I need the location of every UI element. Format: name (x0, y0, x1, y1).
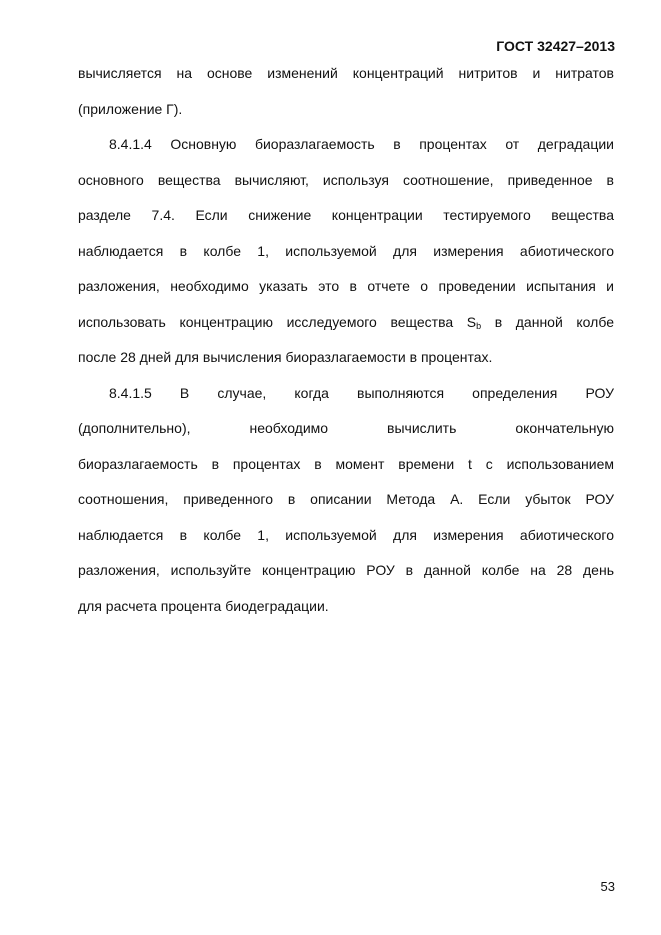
text-segment: в данной колбе (481, 313, 614, 330)
text-line: биоразлагаемость в процентах в момент времени t с использованием (78, 455, 614, 472)
paragraph-continuation (78, 56, 614, 127)
text-line: соотношения, приведенного в описании Метода А. Если убыток РОУ (78, 491, 614, 507)
text-line: (приложение Г). (78, 100, 183, 117)
text-line: разложения, необходимо указать это в отчете о проведении испытания и (78, 278, 614, 294)
text-line: 8.4.1.5 В случае, когда выполняются определения РОУ (109, 384, 614, 401)
text-line-with-subscript (78, 305, 614, 341)
text-line: разложения, используйте концентрацию РОУ в данной колбе на 28 день (78, 562, 614, 578)
document-body (78, 56, 614, 624)
text-line: вычисляется на основе изменений концентраций нитритов и нитратов (78, 65, 614, 81)
text-line: (дополнительно), необходимо вычислить окончательную (78, 420, 614, 436)
subscript-b: b (476, 320, 482, 331)
text-line: после 28 дней для вычисления биоразлагаемости в процентах. (78, 349, 493, 365)
document-code-header: ГОСТ 32427–2013 (496, 38, 615, 54)
text-line: наблюдается в колбе 1, используемой для измерения абиотического (78, 526, 614, 543)
text-line: 8.4.1.4 Основную биоразлагаемость в процентах от деградации (109, 136, 614, 152)
paragraph-8-4-1-4 (78, 127, 614, 376)
paragraph-8-4-1-5 (78, 376, 614, 625)
text-line: наблюдается в колбе 1, используемой для измерения абиотического (78, 242, 614, 259)
page-number: 53 (600, 879, 615, 894)
text-line: основного вещества вычисляют, используя соотношение, приведенное в (78, 171, 614, 188)
text-segment: использовать концентрацию исследуемого вещества S (78, 313, 477, 330)
text-line: для расчета процента биодеградации. (78, 597, 329, 614)
text-line: разделе 7.4. Если снижение концентрации тестируемого вещества (78, 207, 614, 223)
